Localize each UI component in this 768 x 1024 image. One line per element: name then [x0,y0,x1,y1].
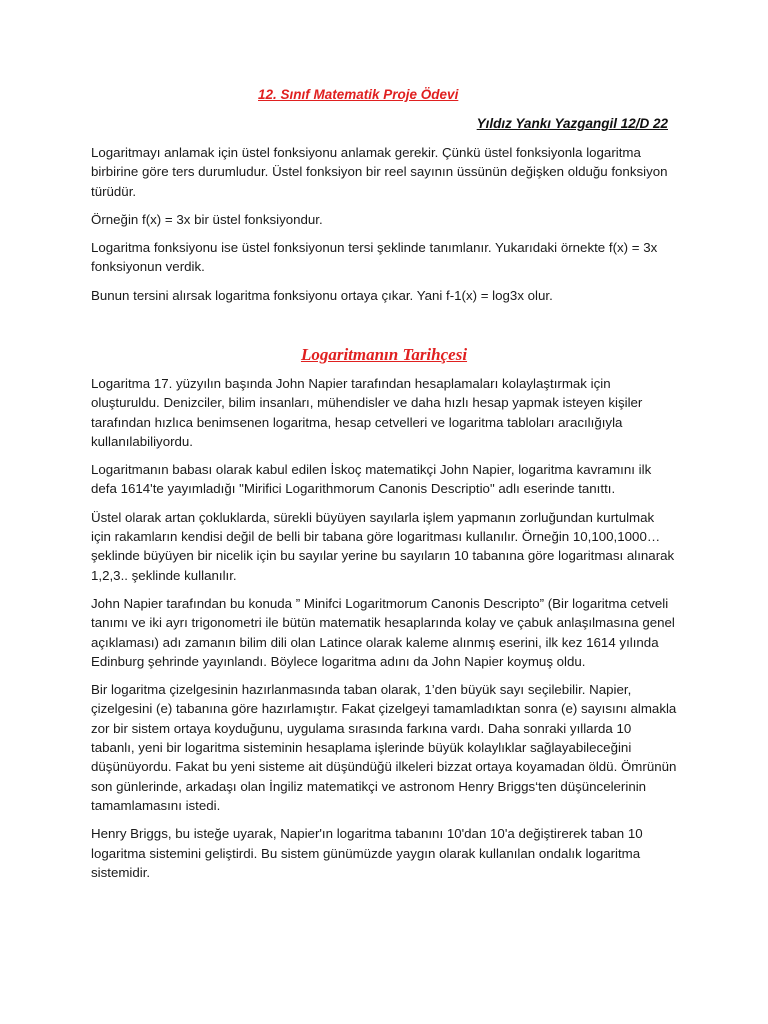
history-paragraph: Logaritma 17. yüzyılın başında John Napier tarafından hesaplamaları kolaylaştırmak için oluşturuldu. Denizciler, bilim insanları, mühendisler ve daha hızlı hesap yapmak isteyen kişiler tarafından hızlıca benimsenen logaritma, hesap cetvelleri ve logaritma tabloları aracılığıyla kullanılabiliyordu. [91,376,643,449]
history-paragraph: Logaritmanın babası olarak kabul edilen İskoç matematikçi John Napier, logaritma kavramını ilk defa 1614'te yayımladığı "Mirifici Logarithmorum Canonis Descriptio" adlı eserinde tanıttı. [91,462,652,497]
history-paragraph: Üstel olarak artan çokluklarda, sürekli büyüyen sayılarla işlem yapmanın zorluğundan kurtulmak için rakamların kendisi değil de belli bir tabana göre logaritması kullanılır. Örneğin 10,100,1000… şeklinde büyüyen bir nicelik için bu sayılar yerine bu sayıların 10 tabanına göre logaritması alınarak 1,2,3.. şeklinde kullanılır. [91,509,675,583]
document-title: 12. Sınıf Matematik Proje Ödevi [258,87,459,102]
section-heading [0,344,768,366]
intro-section [91,143,677,314]
section-heading-text: Logaritmanın Tarihçesi [300,345,468,364]
history-paragraph: Bir logaritma çizelgesinin hazırlanmasında taban olarak, 1’den büyük sayı seçilebilir. Napier, çizelgesini (e) tabanına göre hazırlamıştır. Fakat çizelgeyi tamamladıktan sonra (e) sayısını almakla zor bir sistem ortaya koyduğunu, uygulama sırasında farkına vardı. Daha sonraki yıllarda 10 tabanlı, yeni bir logaritma sisteminin hesaplama işlerinde büyük kolaylıklar sağlayabileceğini düşünüyordu. Fakat bu yeni sisteme ait düşündüğü ilkeleri bizzat ortaya koyamadan öldü. Ömrünün son günlerinde, arkadaşı olan İngiliz matematikçi ve astronom Henry Briggs‘ten düşüncelerinin tamamlamasını istedi. [91,682,677,813]
intro-paragraph: Örneğin f(x) = 3x bir üstel fonksiyondur. [91,211,323,227]
history-paragraph: Henry Briggs, bu isteğe uyarak, Napier'ın logaritma tabanını 10'dan 10'a değiştirerek taban 10 logaritma sistemini geliştirdi. Bu sistem günümüzde yaygın olarak kullanılan ondalık logaritma sistemidir. [91,826,643,880]
intro-paragraph: Bunun tersini alırsak logaritma fonksiyonu ortaya çıkar. Yani f-1(x) = log3x olur. [91,287,553,303]
author-line: Yıldız Yankı Yazgangil 12/D 22 [476,116,668,131]
history-paragraph: John Napier tarafından bu konuda ” Minifci Logaritmorum Canonis Descripto” (Bir logaritma cetveli tanımı ve iki ayrı trigonometri ile bütün matematik hesaplarında kolay ve çabuk anlaşılmasına genel açıklaması) adı zamanın bilim dili olan Latince olarak kaleme alınmış eserini, ilk kez 1614 yılında Edinburg şehrinde yayınlandı. Böylece logaritma adını da John Napier koymuş oldu. [91,595,675,669]
history-section [91,374,677,891]
intro-paragraph: Logaritmayı anlamak için üstel fonksiyonu anlamak gerekir. Çünkü üstel fonksiyonla logaritma birbirine göre ters durumludur. Üstel fonksiyon bir reel sayının üssünün değişken olduğu fonksiyon türüdür. [91,145,668,199]
intro-paragraph: Logaritma fonksiyonu ise üstel fonksiyonun tersi şeklinde tanımlanır. Yukarıdaki örnekte f(x) = 3x fonksiyonun verdik. [91,240,658,275]
